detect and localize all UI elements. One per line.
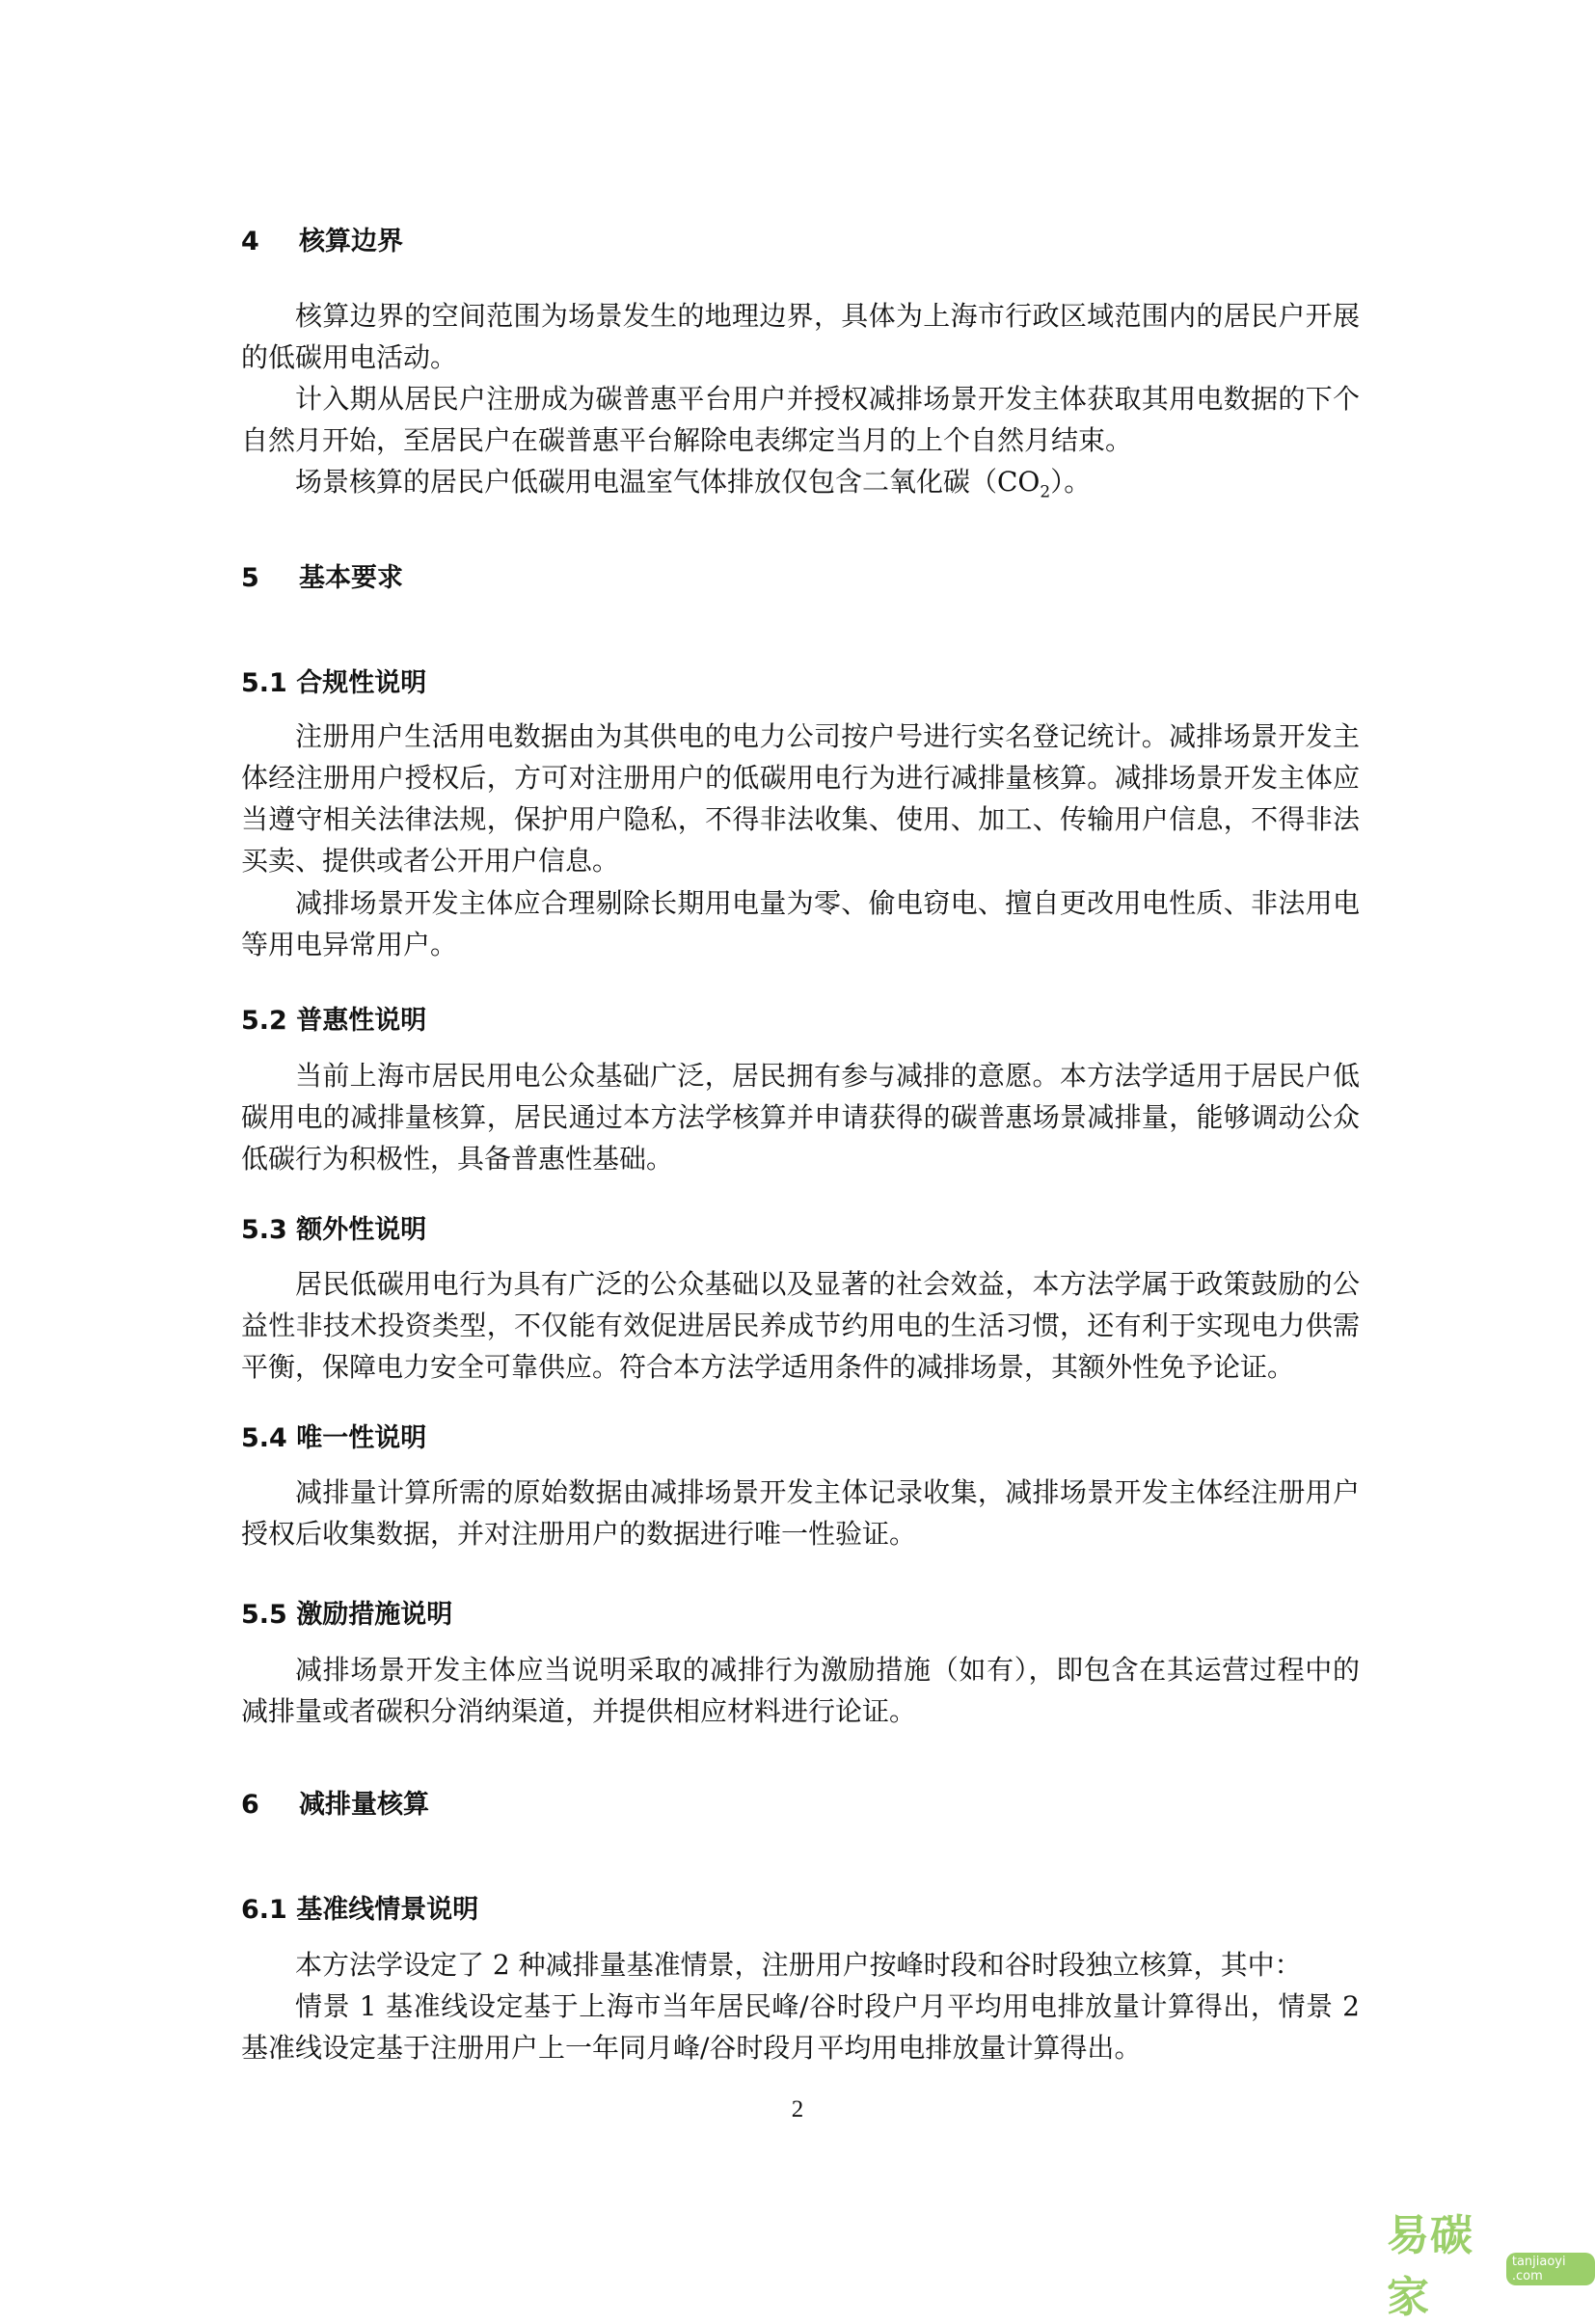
subscript: 2: [1040, 482, 1051, 502]
paragraph: 减排量计算所需的原始数据由减排场景开发主体记录收集，减排场景开发主体经注册用户授权后收集数据，并对注册用户的数据进行唯一性验证。: [241, 1476, 1360, 1550]
watermark-domain: tanjiaoyi .com: [1506, 2253, 1595, 2285]
paragraph: 注册用户生活用电数据由为其供电的电力公司按户号进行实名登记统计。减排场景开发主体经注册用户授权后，方可对注册用户的低碳用电行为进行减排量核算。减排场景开发主体应当遵守相关法律法规，保护用户隐私，不得非法收集、使用、加工、传输用户信息，不得非法买卖、提供或者公开用户信息。: [241, 720, 1360, 877]
paragraph-text: 场景核算的居民户低碳用电温室气体排放仅包含二氧化碳（CO: [295, 466, 1041, 498]
subsection-heading: 5.2 普惠性说明: [241, 1006, 427, 1036]
paragraph: 减排场景开发主体应合理剔除长期用电量为零、偷电窃电、擅自更改用电性质、非法用电等用电异常用户。: [241, 887, 1360, 960]
section-title: 核算边界: [299, 227, 403, 257]
section-number: 4: [241, 227, 259, 257]
paragraph: 核算边界的空间范围为场景发生的地理边界，具体为上海市行政区域范围内的居民户开展的低碳用电活动。: [241, 300, 1360, 373]
paragraph: 本方法学设定了 2 种减排量基准情景，注册用户按峰时段和谷时段独立核算，其中：: [295, 1949, 1302, 1981]
section-6-heading: [241, 1783, 429, 1821]
subsection-heading: 5.4 唯一性说明: [241, 1423, 427, 1453]
subsection-heading: 5.1 合规性说明: [241, 668, 427, 698]
paragraph: 居民低碳用电行为具有广泛的公众基础以及显著的社会效益，本方法学属于政策鼓励的公益性非技术投资类型，不仅能有效促进居民养成节约用电的生活习惯，还有利于实现电力供需平衡，保障电力安全可靠供应。符合本方法学适用条件的减排场景，其额外性免予论证。: [241, 1268, 1360, 1383]
paragraph: 计入期从居民户注册成为碳普惠平台用户并授权减排场景开发主体获取其用电数据的下个自然月开始，至居民户在碳普惠平台解除电表绑定当月的上个自然月结束。: [241, 383, 1360, 456]
section-title: 基本要求: [299, 563, 403, 593]
section-title: 减排量核算: [299, 1790, 429, 1820]
section-5-heading: [241, 556, 403, 594]
subsection-heading: 5.3 额外性说明: [241, 1215, 427, 1245]
section-number: 5: [241, 563, 259, 593]
watermark-text: 易碳家: [1387, 2211, 1473, 2322]
page-number: 2: [791, 2096, 804, 2122]
subsection-heading: 5.5 激励措施说明: [241, 1600, 453, 1630]
watermark-logo: [1387, 2201, 1595, 2324]
paragraph: 当前上海市居民用电公众基础广泛，居民拥有参与减排的意愿。本方法学适用于居民户低碳用电的减排量核算，居民通过本方法学核算并申请获得的碳普惠场景减排量，能够调动公众低碳行为积极性，具备普惠性基础。: [241, 1060, 1360, 1175]
paragraph: 情景 1 基准线设定基于上海市当年居民峰/谷时段户月平均用电排放量计算得出，情景 2 基准线设定基于注册用户上一年同月峰/谷时段月平均用电排放量计算得出。: [241, 1990, 1360, 2064]
paragraph: [241, 461, 1360, 514]
section-number: 6: [241, 1790, 259, 1820]
paragraph-text: ）。: [1050, 466, 1092, 498]
paragraph: 减排场景开发主体应当说明采取的减排行为激励措施（如有），即包含在其运营过程中的减排量或者碳积分消纳渠道，并提供相应材料进行论证。: [241, 1654, 1360, 1727]
subsection-heading: 6.1 基准线情景说明: [241, 1895, 479, 1925]
section-4-heading: [241, 220, 403, 257]
